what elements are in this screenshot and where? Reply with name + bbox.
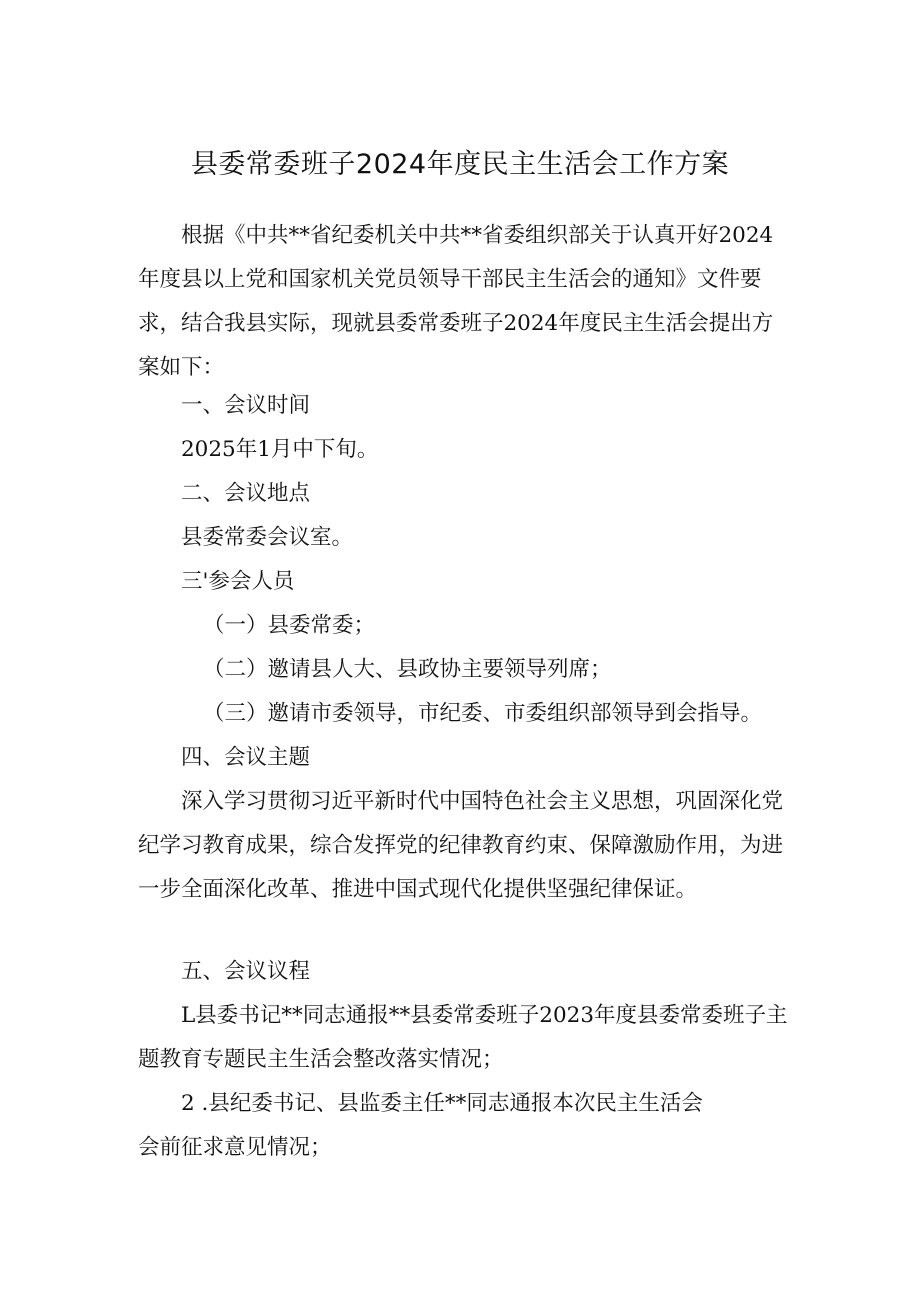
section-3-heading: 三'参会人员 <box>181 569 295 594</box>
section-5-item-2-line-1: 2 .县纪委书记、县监委主任**同志通报本次民主生活会 <box>181 1091 703 1116</box>
section-3-item-3: （三）邀请市委领导，市纪委、市委组织部领导到会指导。 <box>203 701 763 726</box>
section-5-heading: 五、会议议程 <box>181 959 311 984</box>
section-5-item-1: L县委书记**同志通报**县委常委班子2023年度县委常委班子主题教育专题民主生活会整改落实情况； <box>138 1003 788 1072</box>
section-1-body: 2025年1月中下旬。 <box>181 437 379 462</box>
section-2-body: 县委常委会议室。 <box>181 525 354 550</box>
section-3-item-1: （一）县委常委； <box>203 613 376 638</box>
section-4-body: 深入学习贯彻习近平新时代中国特色社会主义思想，巩固深化党纪学习教育成果，综合发挥党的纪律教育约束、保障激励作用，为进一步全面深化改革、推进中国式现代化提供坚强纪律保证。 <box>138 789 784 902</box>
section-3-item-2: （二）邀请县人大、县政协主要领导列席； <box>203 657 612 682</box>
document-title: 县委常委班子2024年度民主生活会工作方案 <box>190 149 730 180</box>
section-4-heading: 四、会议主题 <box>181 745 311 770</box>
section-5-item-2-line-2: 会前征求意见情况； <box>138 1135 332 1160</box>
section-1-heading: 一、会议时间 <box>181 393 311 418</box>
section-2-heading: 二、会议地点 <box>181 481 311 506</box>
intro-paragraph: 根据《中共**省纪委机关中共**省委组织部关于认真开好2024年度县以上党和国家机关党员领导干部民主生活会的通知》文件要求，结合我县实际，现就县委常委班子2024年度民主生活会提出方案如下： <box>138 223 774 380</box>
